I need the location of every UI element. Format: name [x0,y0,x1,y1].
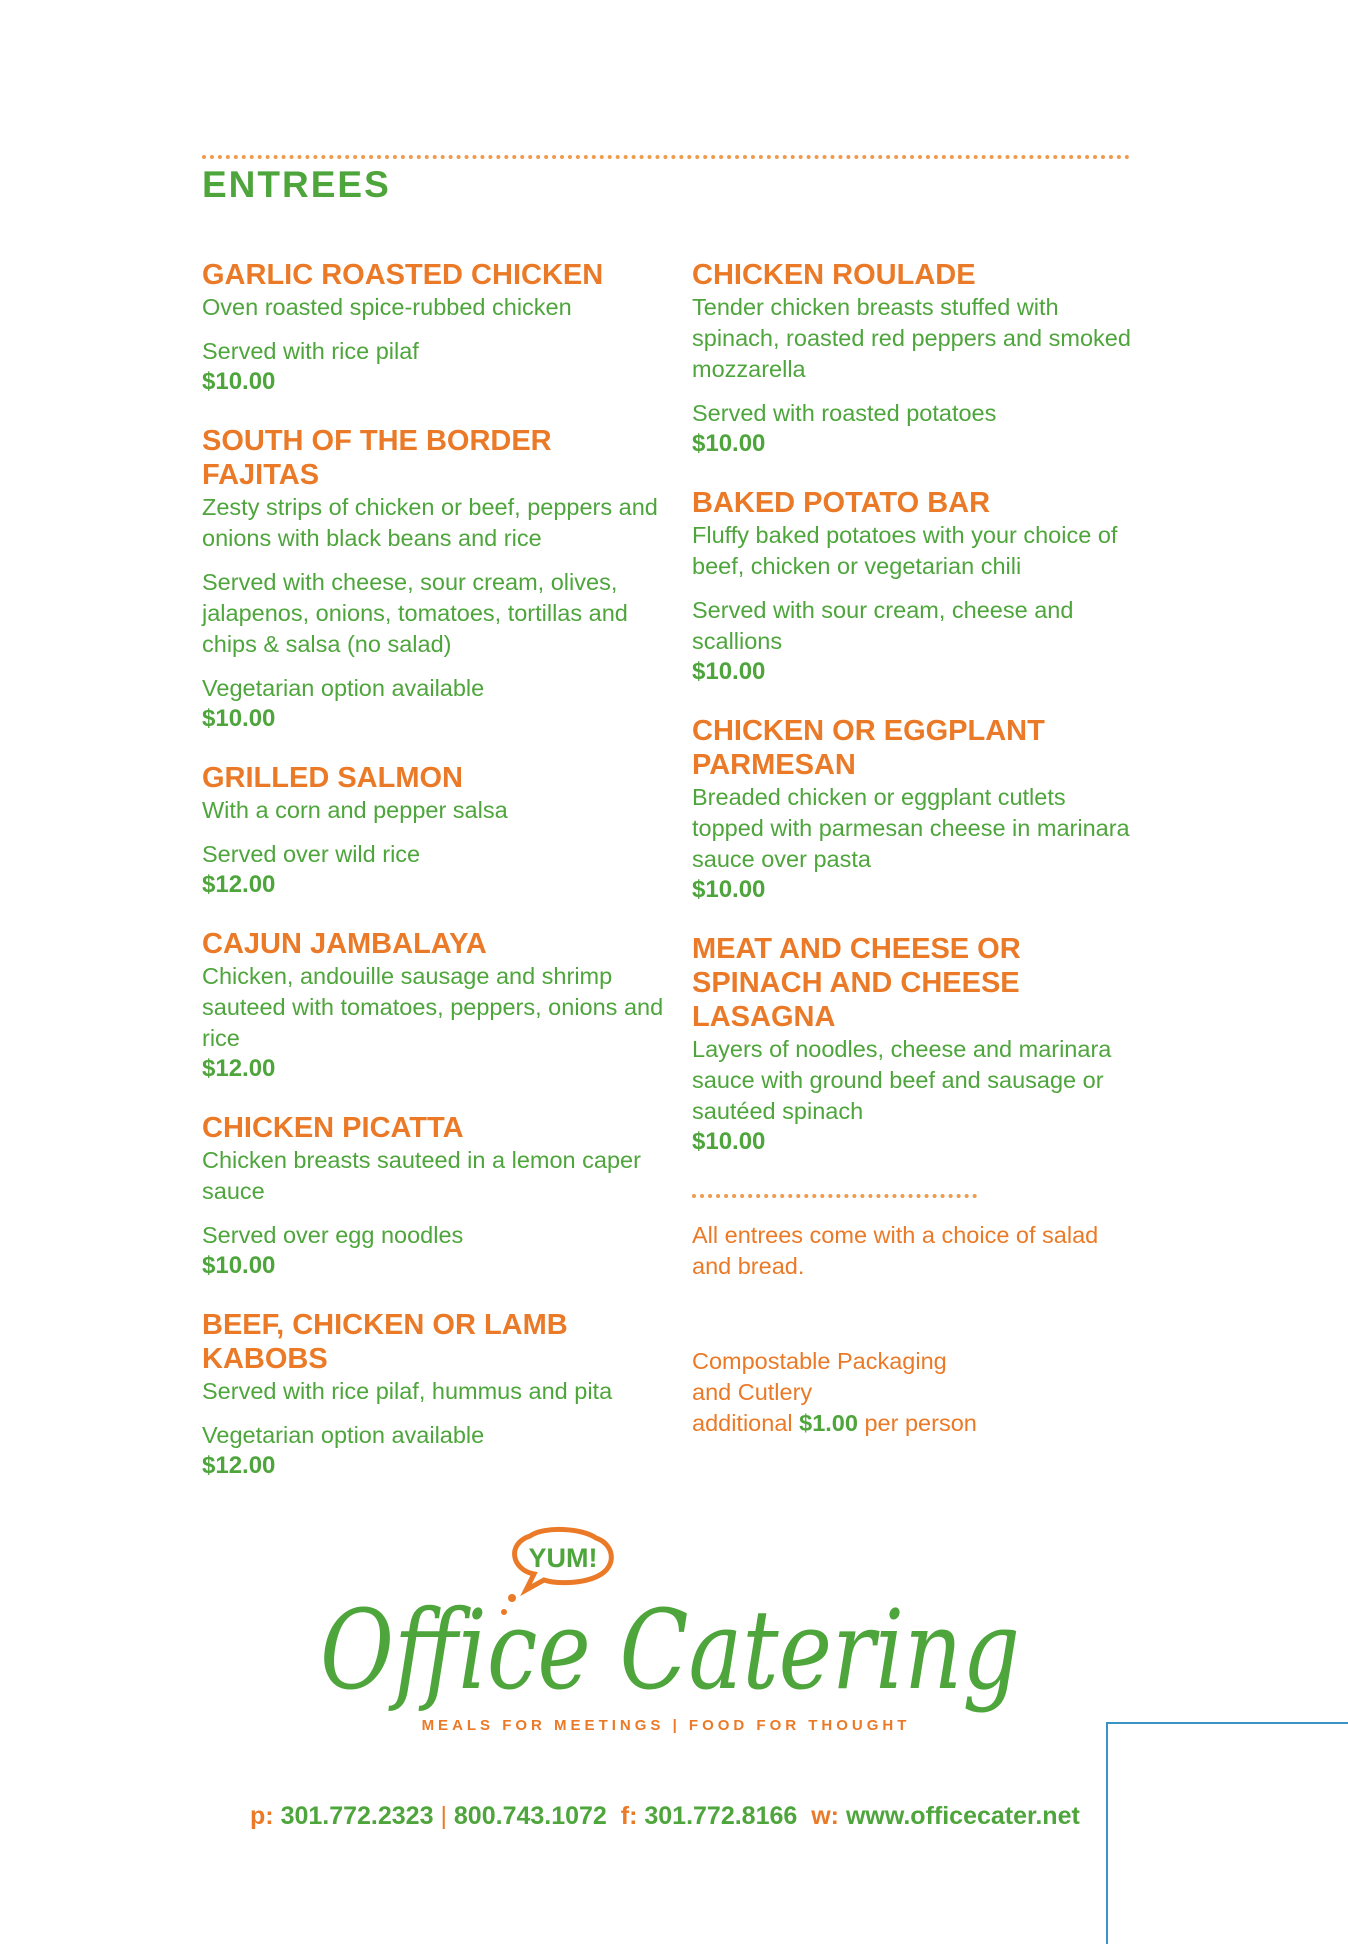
phone-number-1: 301.772.2323 [280,1802,434,1830]
section-title: ENTREES [202,164,391,205]
item-description: With a corn and pepper salsa [202,797,508,823]
item-description: Fluffy baked potatoes with your choice of beef, chicken or vegetarian chili [692,522,1118,579]
item-description: Zesty strips of chicken or beef, peppers and onions with black beans and rice [202,494,658,551]
menu-item [692,932,1142,1156]
item-name: GARLIC ROASTED CHICKEN [202,259,604,291]
item-description: Served with rice pilaf, hummus and pita [202,1378,613,1404]
phone-label: p: [250,1802,274,1830]
menu-item [202,761,672,899]
top-dotted-divider [202,155,1130,159]
item-name: SOUTH OF THE BORDER FAJITAS [202,425,552,491]
item-name: GRILLED SALMON [202,762,463,794]
menu-item [202,1111,672,1280]
compost-price-line [692,1408,1142,1439]
phone-number-2: 800.743.1072 [453,1802,607,1830]
right-column [692,258,1142,1439]
item-price: $12.00 [202,1452,276,1479]
menu-item [692,714,1142,904]
item-description: Oven roasted spice-rubbed chicken [202,294,572,320]
compost-prefix: additional [692,1410,793,1436]
item-price: $10.00 [202,705,276,732]
item-description: Chicken, andouille sausage and shrimp sauteed with tomatoes, peppers, onions and rice [202,963,664,1051]
website-label: w: [811,1802,839,1830]
item-name: MEAT AND CHEESE OR SPINACH AND CHEESE LASAGNA [692,933,1021,1033]
left-column [202,258,672,1508]
item-description: Layers of noodles, cheese and marinara sauce with ground beef and sausage or sautéed spinach [692,1036,1112,1124]
compost-line-1: Compostable Packaging [692,1348,947,1374]
corner-crop-mark [1106,1722,1348,1944]
menu-item [202,927,672,1083]
item-name: CHICKEN ROULADE [692,259,976,291]
menu-item [202,258,672,396]
item-name: CHICKEN PICATTA [202,1112,464,1144]
item-description: Chicken breasts sauteed in a lemon caper sauce [202,1147,641,1204]
item-price: $10.00 [202,368,276,395]
item-description: Tender chicken breasts stuffed with spinach, roasted red peppers and smoked mozzarella [692,294,1131,382]
logo-bubble-text: YUM! [528,1543,598,1573]
compost-line-2: and Cutlery [692,1379,813,1405]
item-served-with: Served with cheese, sour cream, olives, jalapenos, onions, tomatoes, tortillas and chips & salsa (no salad) [202,569,628,657]
menu-item [202,1308,672,1480]
item-vegetarian-note: Vegetarian option available [202,675,485,701]
item-price: $10.00 [692,876,766,903]
note-dotted-divider [692,1194,977,1198]
menu-item [692,258,1142,458]
item-price: $12.00 [202,871,276,898]
item-name: BEEF, CHICKEN OR LAMB KABOBS [202,1309,568,1375]
item-name: CAJUN JAMBALAYA [202,928,487,960]
item-served-with: Served over wild rice [202,841,421,867]
contact-line [250,1802,1110,1831]
office-catering-logo [300,1530,1040,1750]
menu-item [202,424,672,733]
compost-price: $1.00 [799,1410,858,1436]
item-description: Breaded chicken or eggplant cutlets topped with parmesan cheese in marinara sauce over pasta [692,784,1130,872]
phone-separator: | [440,1802,447,1830]
fax-label: f: [620,1802,638,1830]
item-name: CHICKEN OR EGGPLANT PARMESAN [692,715,1045,781]
item-served-with: Served with rice pilaf [202,338,419,364]
compost-suffix: per person [864,1410,977,1436]
logo-name: Office Catering [320,1586,1020,1714]
website-url: www.officecater.net [845,1802,1080,1830]
menu-item [692,486,1142,686]
item-price: $10.00 [692,1128,766,1155]
fax-number: 301.772.8166 [644,1802,798,1830]
item-name: BAKED POTATO BAR [692,487,991,519]
item-vegetarian-note: Vegetarian option available [202,1422,485,1448]
item-served-with: Served over egg noodles [202,1222,464,1248]
item-price: $10.00 [202,1252,276,1279]
entrees-note: All entrees come with a choice of salad and bread. [692,1222,1099,1279]
item-price: $12.00 [202,1055,276,1082]
item-price: $10.00 [692,658,766,685]
item-price: $10.00 [692,430,766,457]
item-served-with: Served with roasted potatoes [692,400,997,426]
logo-tagline: MEALS FOR MEETINGS | FOOD FOR THOUGHT [421,1717,911,1734]
compostable-packaging-note [692,1346,1142,1439]
item-served-with: Served with sour cream, cheese and scallions [692,597,1074,654]
